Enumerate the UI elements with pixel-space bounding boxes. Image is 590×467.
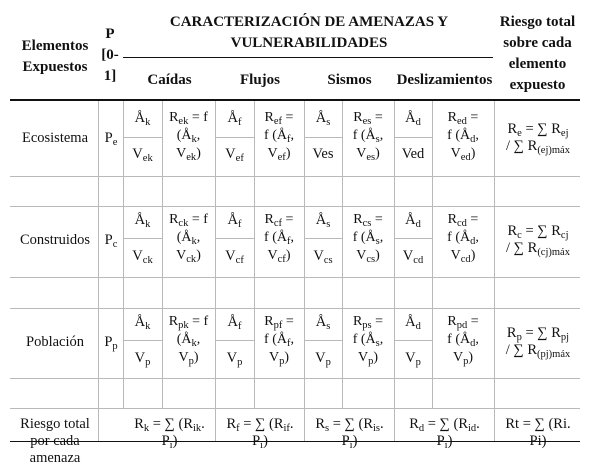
row-label: Ecosistema bbox=[21, 130, 89, 146]
hazard-r: $R_{pf}$ = f ($Å_f$, $V_p$) bbox=[264, 314, 294, 367]
row-label: Población bbox=[26, 334, 84, 350]
hazard-v: $V_p$ bbox=[226, 350, 243, 368]
hazard-r: $R_{ed}$ = f ($Å_d$, $V_{ed}$) bbox=[447, 110, 479, 163]
hazard-a: $Å_k$ bbox=[134, 314, 151, 332]
header-deslizamientos: Deslizamientos bbox=[396, 72, 493, 88]
hazard-a: $Å_d$ bbox=[405, 212, 421, 230]
footer-total: $R_f$ = ∑ ($R_{if}$. $P_i$) bbox=[226, 416, 294, 451]
header-p: P [0-1] bbox=[101, 26, 119, 84]
hazard-r: $R_{cf}$ = f ($Å_f$, $V_{cf}$) bbox=[264, 212, 294, 265]
footer-grand-total: Rt = ∑ (Ri. Pi) bbox=[505, 416, 571, 449]
hazard-v: $V_p$ bbox=[405, 350, 421, 368]
hazard-v: $V_{cf}$ bbox=[225, 248, 244, 266]
row-total: $R_e$ = ∑ $R_{ej}$ / ∑ $R_{(ej)máx}$ bbox=[506, 121, 570, 156]
hazard-a: $Å_f$ bbox=[227, 314, 242, 332]
header-caidas: Caídas bbox=[147, 72, 192, 88]
row-label: Construidos bbox=[19, 232, 91, 248]
header-caracterizacion: CARACTERIZACIÓN DE AMENAZAS Y VULNERABILIDADES bbox=[169, 14, 449, 51]
row-total: $R_p$ = ∑ $R_{pj}$ / ∑ $R_{(pj)máx}$ bbox=[505, 325, 571, 360]
footer-label: Riesgo total por cada amenaza bbox=[20, 416, 90, 466]
hazard-v: $V_p$ bbox=[134, 350, 151, 368]
header-riesgo-total-elemento: Riesgo total sobre cada elemento expuesto bbox=[499, 14, 576, 93]
row-p: $P_p$ bbox=[104, 334, 118, 352]
hazard-a: $Å_s$ bbox=[315, 110, 331, 128]
hazard-v: $V_{cd}$ bbox=[402, 248, 424, 266]
hazard-a: $Å_d$ bbox=[405, 314, 421, 332]
hazard-r: $R_{ek} = f$ ($Å_k$, $V_{ek}$) bbox=[169, 110, 208, 163]
hazard-r: $R_{pk} = f$ ($Å_k$, $V_p$) bbox=[168, 314, 209, 367]
footer-total: $R_k$ = ∑ ($R_{ik}$. $P_i$) bbox=[134, 416, 205, 451]
row-p: $P_c$ bbox=[104, 232, 118, 250]
hazard-r: $R_{pd}$ = f ($Å_d$, $V_p$) bbox=[447, 314, 479, 367]
row-p: $P_e$ bbox=[104, 130, 118, 148]
hazard-v: $V_{ck}$ bbox=[132, 248, 153, 266]
hazard-a: $Å_d$ bbox=[405, 110, 421, 128]
row-total: $R_c$ = ∑ $R_{cj}$ / ∑ $R_{(cj)máx}$ bbox=[506, 223, 570, 258]
footer-total: $R_s$ = ∑ ($R_{is}$. $P_i$) bbox=[315, 416, 384, 451]
header-elementos: Elementos Expuestos bbox=[21, 38, 89, 75]
hazard-r: $R_{ps}$ = f ($Å_s$, $V_p$) bbox=[352, 314, 384, 367]
hazard-a: $Å_s$ bbox=[315, 314, 331, 332]
hazard-a: $Å_k$ bbox=[134, 212, 151, 230]
header-flujos: Flujos bbox=[239, 72, 280, 88]
hazard-v: $V_{cs}$ bbox=[313, 248, 333, 266]
hazard-r: $R_{cd}$ = f ($Å_d$, $V_{cd}$) bbox=[447, 212, 479, 265]
header-sismos: Sismos bbox=[327, 72, 372, 88]
hazard-r: $R_{ck} = f$ ($Å_k$, $V_{ck}$) bbox=[169, 212, 208, 265]
footer-total: $R_d$ = ∑ ($R_{id}$. $P_i$) bbox=[409, 416, 480, 451]
hazard-v: $V_{ek}$ bbox=[132, 146, 153, 164]
hazard-r: $R_{ef}$ = f ($Å_f$, $V_{ef}$) bbox=[264, 110, 294, 163]
hazard-v: Ved bbox=[401, 146, 425, 162]
hazard-v: $V_p$ bbox=[315, 350, 331, 368]
hazard-v: Ves bbox=[312, 146, 334, 162]
hazard-v: $V_{ef}$ bbox=[225, 146, 244, 164]
hazard-r: $R_{cs}$ = f ($Å_s$, $V_{cs}$) bbox=[352, 212, 384, 265]
hazard-a: $Å_f$ bbox=[227, 110, 242, 128]
hazard-a: $Å_k$ bbox=[134, 110, 151, 128]
hazard-a: $Å_s$ bbox=[315, 212, 331, 230]
hazard-r: $R_{es}$ = f ($Å_s$, $V_{es}$) bbox=[352, 110, 384, 163]
hazard-a: $Å_f$ bbox=[227, 212, 242, 230]
